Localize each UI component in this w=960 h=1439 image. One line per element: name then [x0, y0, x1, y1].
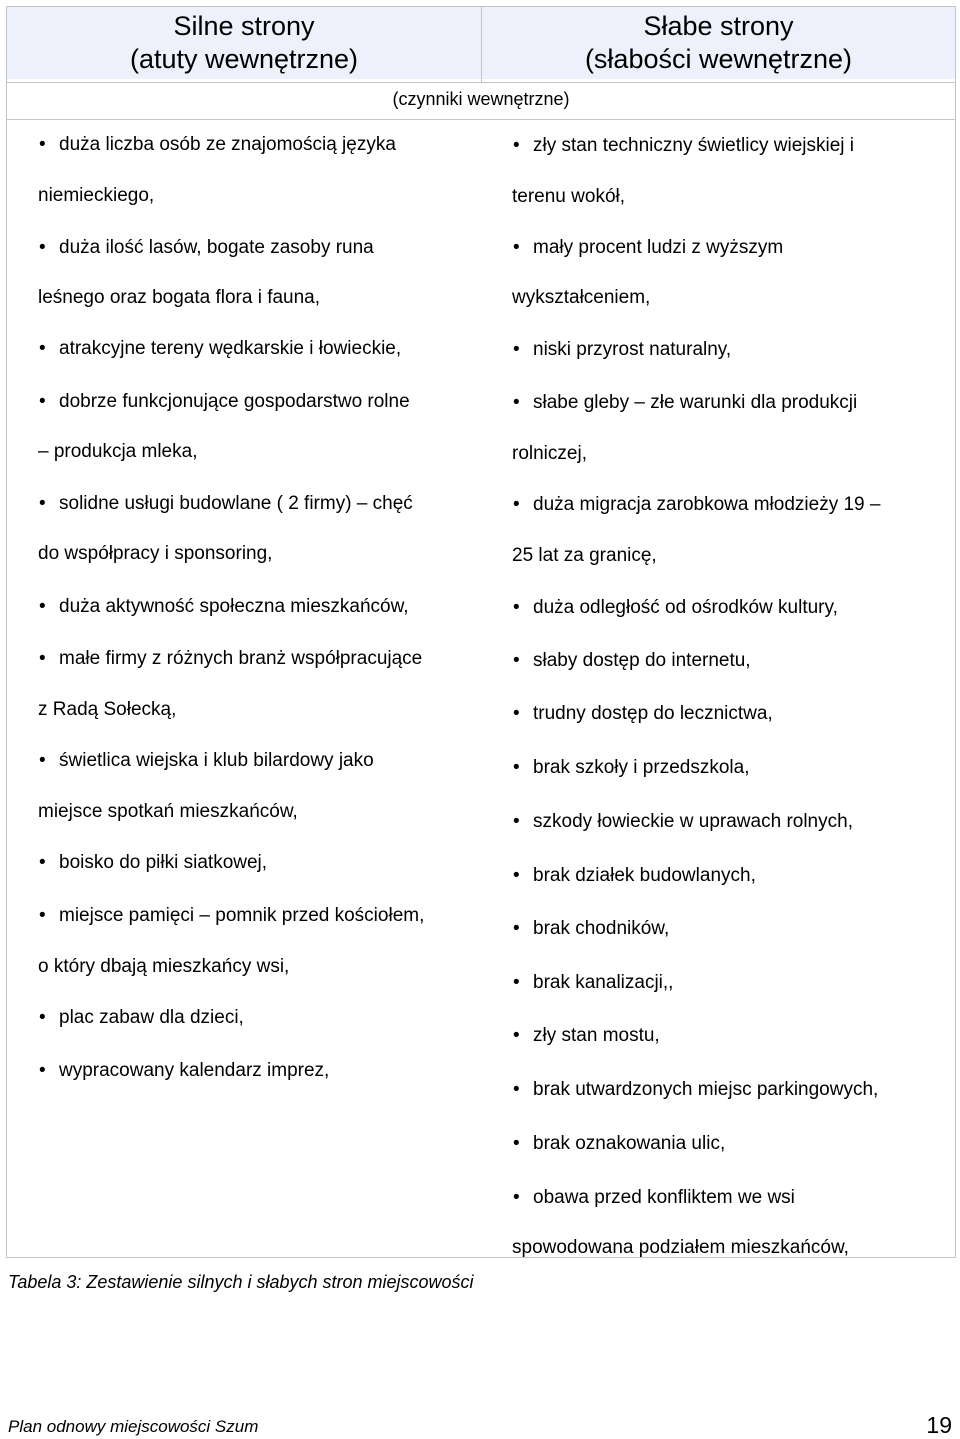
weaknesses-header	[482, 7, 955, 79]
list-item-text: brak chodników,	[533, 918, 670, 939]
bullet-icon: •	[39, 596, 46, 617]
list-item-text: 25 lat za granicę,	[512, 545, 657, 566]
bullet-icon: •	[513, 339, 520, 360]
bullet-icon: •	[39, 338, 46, 359]
list-item-text: niski przyrost naturalny,	[533, 339, 732, 360]
list-item-text: wypracowany kalendarz imprez,	[59, 1060, 330, 1081]
list-item-continuation	[38, 954, 289, 979]
list-item	[513, 337, 731, 362]
strengths-header	[7, 7, 481, 79]
bullet-icon: •	[39, 905, 46, 926]
bullet-icon: •	[39, 852, 46, 873]
list-item-text: duża aktywność społeczna mieszkańców,	[59, 596, 409, 617]
list-item-continuation	[38, 799, 298, 824]
list-item-text: dobrze funkcjonujące gospodarstwo rolne	[59, 391, 410, 412]
list-item-text: boisko do piłki siatkowej,	[59, 852, 268, 873]
list-item-continuation	[512, 543, 657, 568]
list-item	[39, 336, 401, 361]
list-item	[513, 701, 773, 726]
list-item	[513, 755, 749, 780]
list-item-text: małe firmy z różnych branż współpracujące	[59, 648, 423, 669]
list-item-continuation	[512, 184, 625, 209]
bullet-icon: •	[513, 918, 520, 939]
list-item-continuation	[512, 1235, 849, 1260]
list-item	[513, 390, 857, 415]
bullet-icon: •	[513, 1133, 520, 1154]
list-item-text: do współpracy i sponsoring,	[38, 543, 273, 564]
list-item	[513, 916, 669, 941]
bullet-icon: •	[39, 237, 46, 258]
bullet-icon: •	[513, 757, 520, 778]
list-item-continuation	[38, 439, 197, 464]
weaknesses-title: Słabe strony	[643, 11, 794, 41]
list-item-continuation	[38, 697, 176, 722]
list-item-continuation	[38, 285, 320, 310]
strengths-subtitle: (atuty wewnętrzne)	[129, 44, 359, 74]
bullet-icon: •	[39, 648, 46, 669]
table-caption: Tabela 3: Zestawienie silnych i słabych stron miejscowości	[8, 1272, 474, 1292]
list-item-text: świetlica wiejska i klub bilardowy jako	[59, 750, 374, 771]
list-item	[39, 491, 413, 516]
header-divider	[481, 7, 482, 83]
swot-table	[6, 6, 956, 1258]
list-item	[39, 1058, 329, 1083]
list-item-text: brak kanalizacji,,	[533, 972, 674, 993]
list-item-text: niemieckiego,	[38, 185, 155, 206]
weaknesses-subtitle: (słabości wewnętrzne)	[584, 44, 853, 74]
list-item-text: brak utwardzonych miejsc parkingowych,	[533, 1079, 879, 1100]
bullet-icon: •	[39, 750, 46, 771]
bullet-icon: •	[513, 1187, 520, 1208]
bullet-icon: •	[513, 865, 520, 886]
bullet-icon: •	[513, 972, 520, 993]
list-item-text: solidne usługi budowlane ( 2 firmy) – chęć	[59, 493, 413, 514]
list-item	[513, 1185, 795, 1210]
list-item-text: szkody łowieckie w uprawach rolnych,	[533, 811, 853, 832]
list-item	[513, 1131, 725, 1156]
list-item	[39, 594, 409, 619]
bullet-icon: •	[513, 494, 520, 515]
list-item-text: plac zabaw dla dzieci,	[59, 1007, 244, 1028]
list-item-text: brak działek budowlanych,	[533, 865, 756, 886]
list-item	[39, 235, 374, 260]
list-item-text: – produkcja mleka,	[38, 441, 198, 462]
list-item-text: z Radą Sołecką,	[38, 699, 177, 720]
bullet-icon: •	[513, 650, 520, 671]
list-item-continuation	[512, 441, 587, 466]
internal-factors-label: (czynniki wewnętrzne)	[392, 89, 570, 109]
bullet-icon: •	[39, 1060, 46, 1081]
list-item-text: trudny dostęp do lecznictwa,	[533, 703, 773, 724]
list-item	[513, 235, 783, 260]
list-item-continuation	[38, 183, 154, 208]
bullet-icon: •	[39, 134, 46, 155]
bullet-icon: •	[513, 392, 520, 413]
list-item	[513, 133, 854, 158]
list-item	[39, 850, 267, 875]
list-item	[513, 648, 751, 673]
list-item	[39, 132, 396, 157]
list-item-text: mały procent ludzi z wyższym	[533, 237, 784, 258]
list-item	[39, 903, 424, 928]
list-item	[513, 970, 673, 995]
footer-title: Plan odnowy miejscowości Szum	[8, 1417, 259, 1436]
header-rule	[7, 82, 955, 83]
page-number: 19	[926, 1412, 952, 1438]
subheader-rule	[7, 119, 955, 120]
bullet-icon: •	[39, 1007, 46, 1028]
list-item-text: duża migracja zarobkowa młodzieży 19 –	[533, 494, 881, 515]
bullet-icon: •	[513, 1079, 520, 1100]
list-item-text: miejsce spotkań mieszkańców,	[38, 801, 298, 822]
list-item-text: zły stan techniczny świetlicy wiejskiej i	[533, 135, 854, 156]
list-item-continuation	[38, 541, 272, 566]
list-item-text: rolniczej,	[512, 443, 587, 464]
list-item-text: leśnego oraz bogata flora i fauna,	[38, 287, 321, 308]
list-item-text: duża odległość od ośrodków kultury,	[533, 597, 838, 618]
list-item-continuation	[512, 285, 650, 310]
bullet-icon: •	[513, 135, 520, 156]
list-item	[513, 1077, 878, 1102]
bullet-icon: •	[513, 597, 520, 618]
bullet-icon: •	[39, 493, 46, 514]
list-item-text: zły stan mostu,	[533, 1025, 660, 1046]
list-item-text: atrakcyjne tereny wędkarskie i łowieckie,	[59, 338, 402, 359]
list-item-text: duża liczba osób ze znajomością języka	[59, 134, 396, 155]
list-item	[39, 748, 374, 773]
list-item-text: wykształceniem,	[512, 287, 651, 308]
bullet-icon: •	[513, 1025, 520, 1046]
list-item	[513, 863, 756, 888]
list-item-text: o który dbają mieszkańcy wsi,	[38, 956, 290, 977]
list-item	[513, 595, 838, 620]
list-item-text: słabe gleby – złe warunki dla produkcji	[533, 392, 858, 413]
bullet-icon: •	[513, 811, 520, 832]
bullet-icon: •	[513, 237, 520, 258]
list-item	[39, 389, 410, 414]
list-item	[513, 492, 880, 517]
list-item	[513, 1023, 660, 1048]
list-item-text: spowodowana podziałem mieszkańców,	[512, 1237, 849, 1258]
bullet-icon: •	[513, 703, 520, 724]
list-item	[39, 1005, 244, 1030]
list-item-text: brak oznakowania ulic,	[533, 1133, 726, 1154]
list-item	[513, 809, 853, 834]
strengths-title: Silne strony	[173, 11, 315, 41]
list-item-text: miejsce pamięci – pomnik przed kościołem,	[59, 905, 425, 926]
list-item-text: terenu wokół,	[512, 186, 626, 207]
list-item-text: słaby dostęp do internetu,	[533, 650, 751, 671]
list-item-text: obawa przed konfliktem we wsi	[533, 1187, 795, 1208]
list-item-text: brak szkoły i przedszkola,	[533, 757, 750, 778]
list-item-text: duża ilość lasów, bogate zasoby runa	[59, 237, 374, 258]
list-item	[39, 646, 422, 671]
bullet-icon: •	[39, 391, 46, 412]
